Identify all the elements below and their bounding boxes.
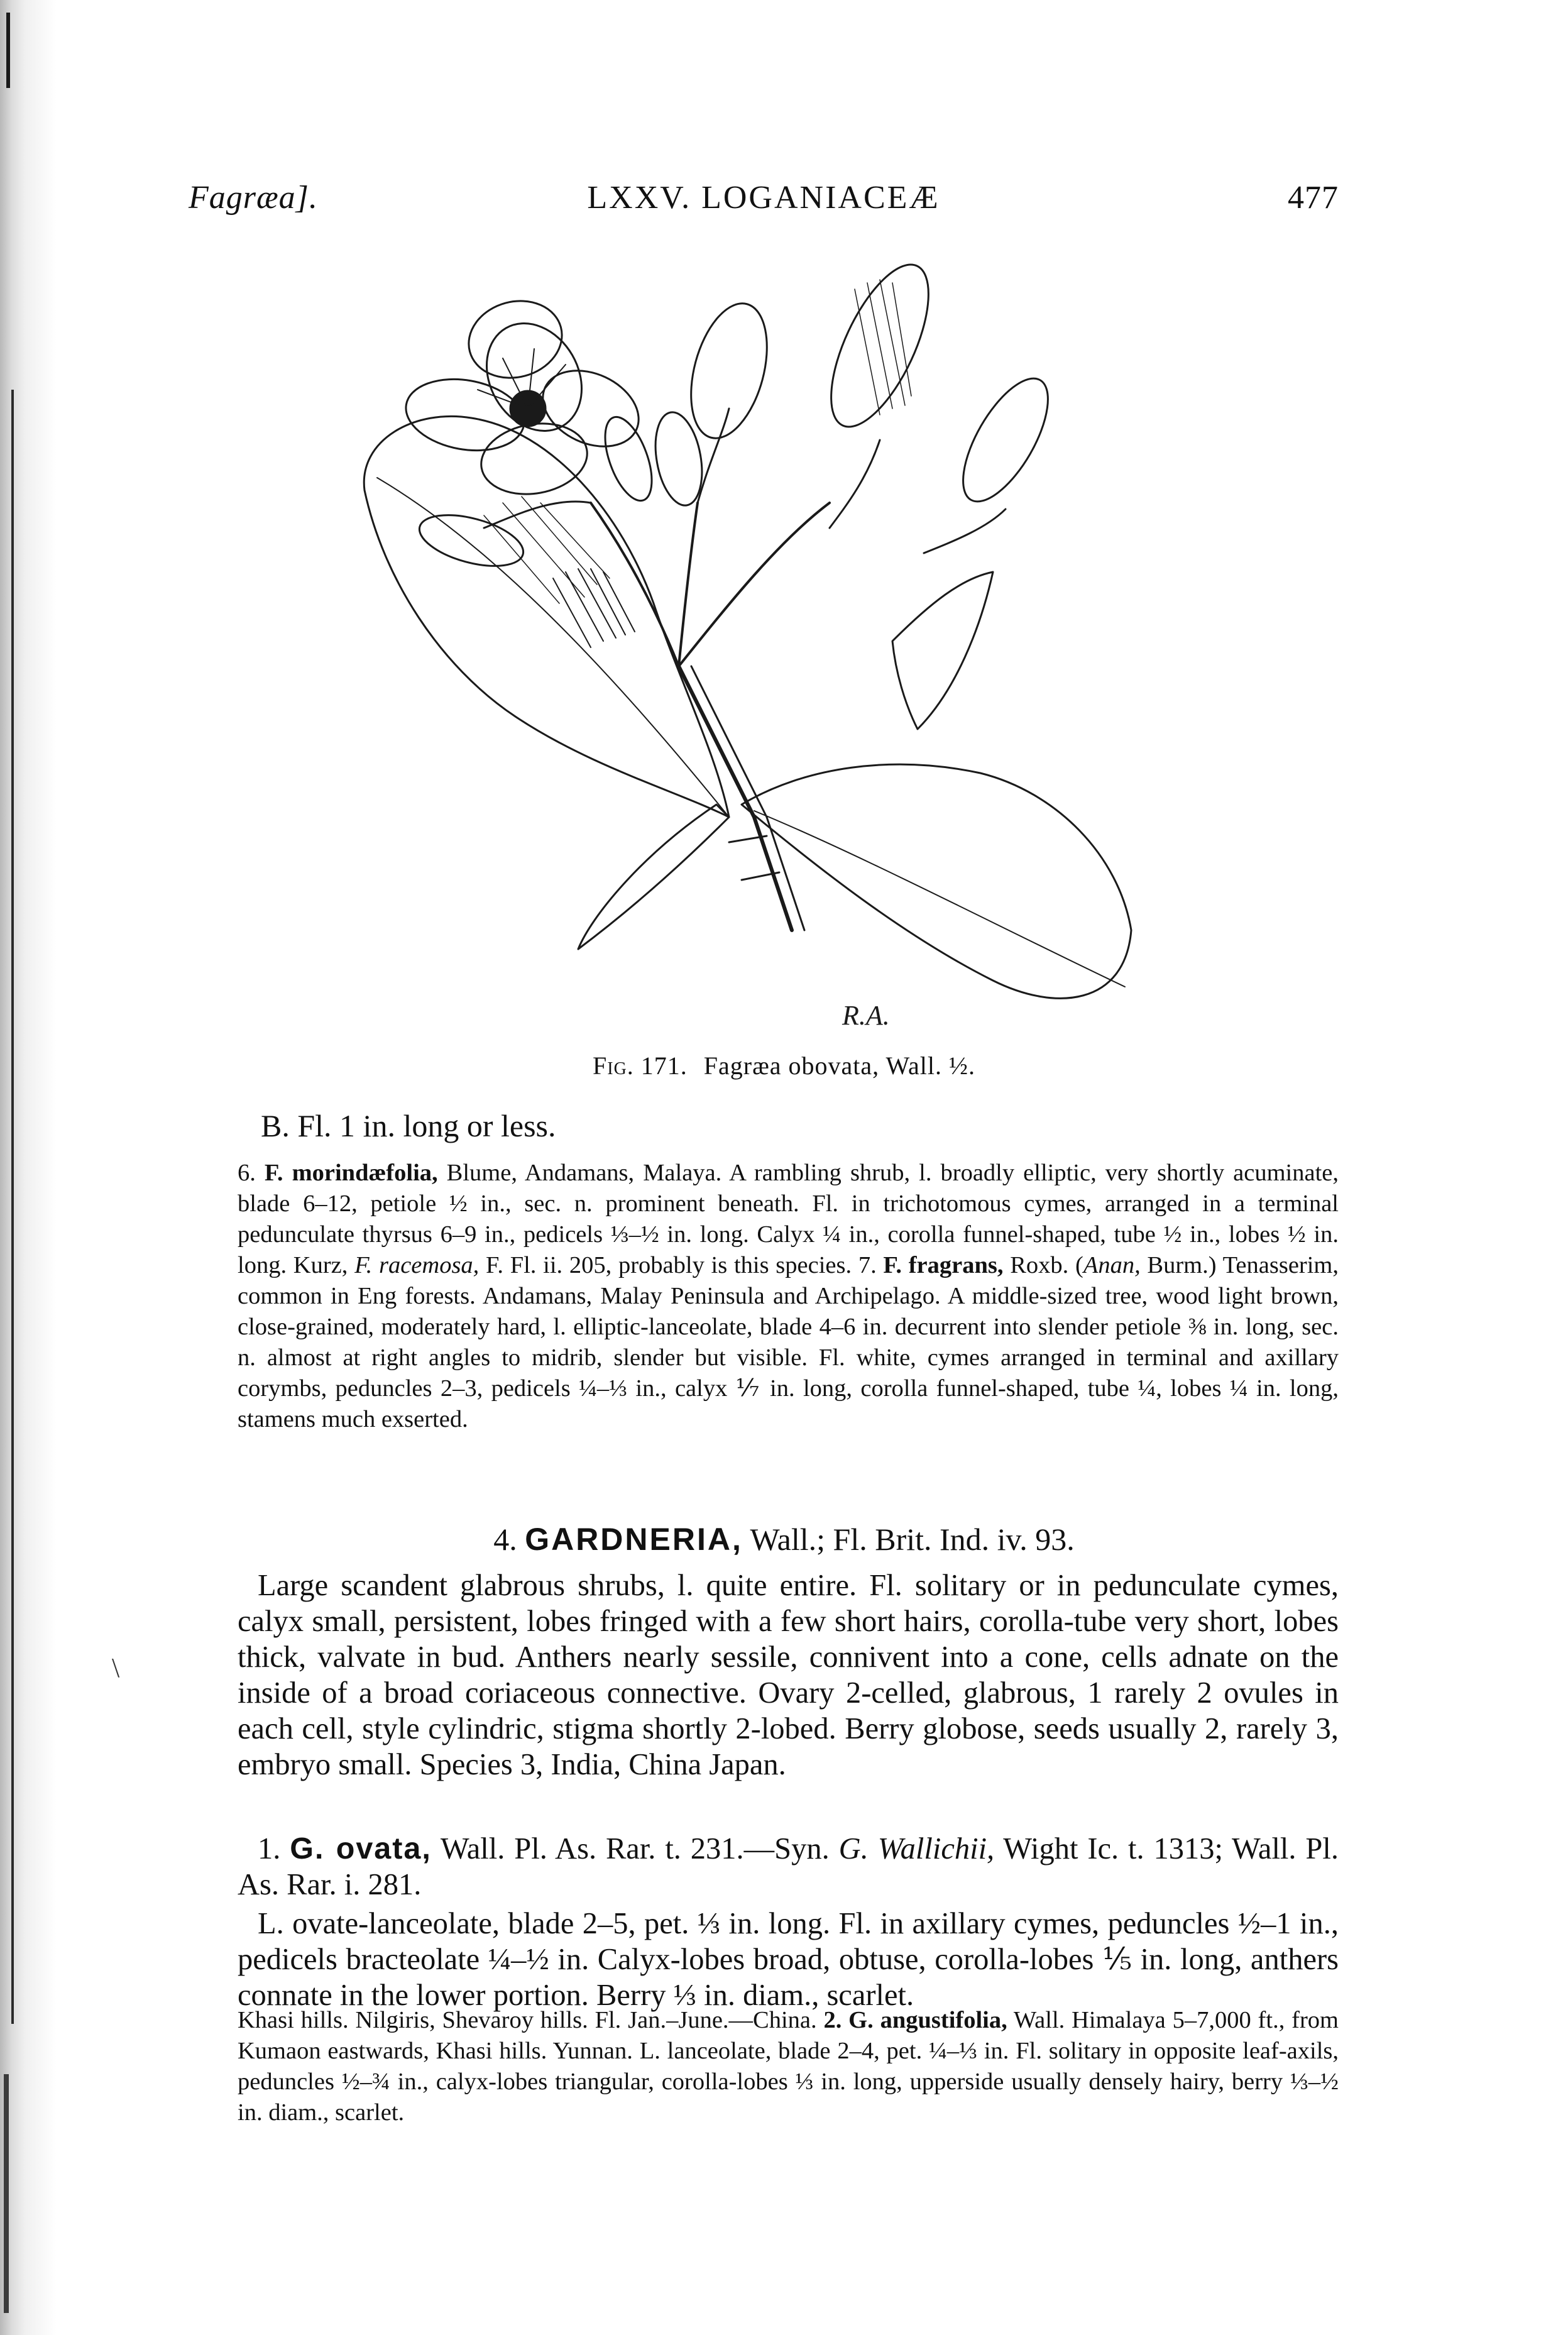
header-genus: Fagræa].: [189, 180, 318, 216]
species-text: F. Fl. ii. 205, probably is this species.: [479, 1252, 858, 1278]
page-number: 477: [1288, 180, 1339, 216]
binding-edge-line: [4, 2074, 9, 2313]
species-name: F. morindæfolia,: [264, 1160, 438, 1186]
botanical-illustration: [327, 251, 1257, 1031]
vernacular-name: Anan,: [1083, 1252, 1141, 1278]
figure-label: Fig. 171.: [593, 1052, 688, 1080]
species-number: 7.: [858, 1252, 877, 1278]
distribution-text: Wall. Himalaya 5–7,000 ft., from Kumaon eastwards, Khasi hills. Yunnan. L. lanceolate, blade 2–4, pet. ¼–⅓ in. Fl. solitary in opposite leaf-axils, peduncles ½–¾ in., calyx-lobes triangular, corolla-lobes ⅓ in. long, upperside usually densely hairy, berry ⅓–½ in. diam., scarlet.: [238, 2007, 1339, 2126]
binding-edge-line: [6, 13, 10, 88]
header-family: LXXV. LOGANIACEÆ: [587, 180, 940, 216]
distribution-paragraph: [238, 2005, 1339, 2128]
species-number: 2.: [823, 2007, 842, 2033]
genus-name: GARDNERIA,: [525, 1522, 743, 1557]
distribution-text: Khasi hills. Nilgiris, Shevaroy hills. Fl. Jan.–June.—China.: [238, 2007, 824, 2033]
page-edge-shadow: [0, 0, 60, 2335]
figure-name: Fagræa obovata, Wall. ½.: [703, 1052, 975, 1080]
species-number: 6.: [238, 1160, 256, 1186]
stray-mark: \: [112, 1652, 120, 1683]
species-text: Blume, Andamans, Malaya. A rambling shrub, l. broadly elliptic, very shortly acuminate, blade 6–12, petiole ½ in., sec. n. prominent beneath. Fl. in trichotomous cymes, arranged in a terminal pedunculate thyrsus 6–9 in., pedicels ⅓–½ in. long. Calyx ¼ in., corolla funnel-shaped, tube ½ in., lobes ½ in. long. Kurz,: [238, 1160, 1339, 1278]
section-heading-b: B. Fl. 1 in. long or less.: [261, 1108, 556, 1143]
figure-caption: [0, 1051, 1568, 1080]
species-number: 1.: [258, 1832, 281, 1865]
running-header: [189, 179, 1339, 229]
species-1-description: L. ovate-lanceolate, blade 2–5, pet. ⅓ in. long. Fl. in axillary cymes, peduncles ½–1 in., pedicels bracteolate ¼–½ in. Calyx-lobes broad, obtuse, corolla-lobes ⅕ in. long, anthers connate in the lower portion. Berry ⅓ in. diam., scarlet.: [238, 1907, 1339, 2012]
fagraea-drawing: [327, 251, 1257, 1031]
citation-text: Wight Ic. t. 1313; Wall. Pl. As. Rar. i. 281.: [238, 1832, 1339, 1901]
species-name: G. ovata,: [290, 1832, 432, 1865]
artist-initials: R.A.: [842, 1000, 890, 1031]
genus-description: Large scandent glabrous shrubs, l. quite entire. Fl. solitary or in pedunculate cymes, calyx small, persistent, lobes fringed with a few short hairs, corolla-tube very short, lobes thick, valvate in bud. Anthers nearly sessile, connivent into a cone, cells adnate on the inside of a broad coriaceous connective. Ovary 2-celled, glabrous, 1 rarely 2 ovules in each cell, style cylindric, stigma shortly 2-lobed. Berry globose, seeds usually 2, rarely 3, embryo small. Species 3, India, China Japan.: [238, 1569, 1339, 1781]
species-6-paragraph: [238, 1158, 1339, 1435]
species-1-citation: [238, 1831, 1339, 1903]
synonym-name: G. Wallichii,: [838, 1832, 995, 1865]
genus-citation: Wall.; Fl. Brit. Ind. iv. 93.: [742, 1522, 1075, 1557]
citation-text: Wall. Pl. As. Rar. t. 231.—Syn.: [431, 1832, 839, 1865]
synonym-name: F. racemosa,: [354, 1252, 480, 1278]
species-text: Burm.) Tenasserim, common in Eng forests. Andamans, Malay Peninsula and Archipelago. A middle-sized tree, wood light brown, close-grained, moderately hard, l. elliptic-lanceolate, blade 4–6 in. decurrent into slender petiole ⅜ in. long, sec. n. almost at right angles to midrib, slender but visible. Fl. white, cymes arranged in terminal and axillary corymbs, peduncles 2–3, pedicels ¼–⅓ in., calyx ⅐ in. long, corolla funnel-shaped, tube ¼, lobes ¼ in. long, stamens much exserted.: [238, 1252, 1339, 1432]
species-name: G. angustifolia,: [842, 2007, 1007, 2033]
species-text: Roxb. (: [1003, 1252, 1083, 1278]
genus-number: 4.: [493, 1522, 517, 1557]
binding-edge-line: [11, 390, 14, 2024]
species-name: F. fragrans,: [876, 1252, 1004, 1278]
genus-heading: [0, 1521, 1568, 1558]
